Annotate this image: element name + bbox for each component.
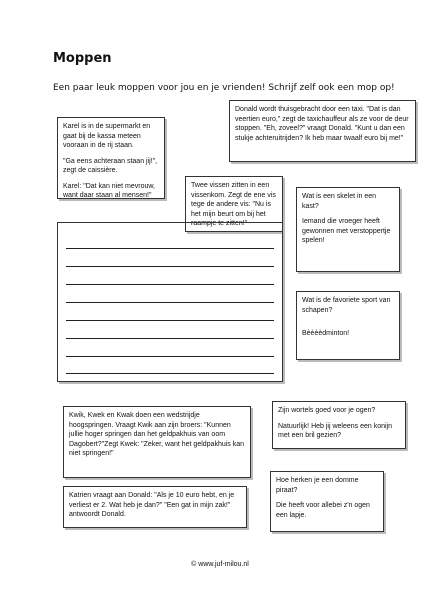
joke-skelet (296, 187, 400, 272)
writing-line[interactable] (66, 373, 274, 374)
joke-text: Karel: "Dat kan niet mevrouw, want daar staan al mensen!" (63, 182, 155, 199)
joke-piraat (270, 471, 384, 532)
joke-text: Die heeft voor allebei z'n ogen een lapje. (276, 502, 370, 519)
writing-line[interactable] (66, 338, 274, 339)
page-title: Moppen (53, 51, 112, 66)
joke-text: Donald wordt thuisgebracht door een taxi. "Dat is dan veertien euro," zegt de taxichauffeur als ze voor de deur stoppen. "Eh, zoveel?" vraagt Donald. "Kunt u dan een stukje achteruitrijden? Ik heb maar twaalf euro bij me!" (235, 106, 409, 142)
joke-text: Iemand die vroeger heeft gewonnen met verstoppertje spelen! (302, 218, 391, 244)
joke-karel (57, 117, 165, 199)
writing-line[interactable] (66, 284, 274, 285)
writing-line[interactable] (66, 302, 274, 303)
joke-text: Twee vissen zitten in een vissenkom. Zegt de ene vis tege de andere vis: "Nu is het mijn beurt om bij het raampje te zitten!" (191, 182, 276, 227)
joke-text: Natuurlijk! Heb jij weleens een konijn met een bril gezien? (278, 422, 393, 439)
joke-text: Wat is een skelet in een kast? (302, 193, 377, 210)
joke-text: Bèèèèdminton! (302, 330, 350, 337)
write-your-joke-area[interactable] (57, 222, 283, 382)
joke-kwik (63, 406, 251, 478)
joke-text: Wat is de favoriete sport van schapen? (302, 297, 391, 314)
joke-text: Katrien vraagt aan Donald: "Als je 10 euro hebt, en je verliest er 2. Wat heb je dan?" "Een gat in mijn zak!" antwoordt Donald. (69, 492, 235, 518)
joke-text: Zijn wortels goed voor je ogen? (278, 407, 376, 414)
joke-schapen (296, 291, 400, 360)
writing-line[interactable] (66, 356, 274, 357)
writing-line[interactable] (66, 266, 274, 267)
writing-line[interactable] (66, 248, 274, 249)
copyright-footer: © www.juf-milou.nl (191, 561, 249, 568)
intro-text: Een paar leuk moppen voor jou en je vrienden! Schrijf zelf ook een mop op! (53, 83, 395, 93)
joke-text: Kwik, Kwek en Kwak doen een wedstrijdje hoogspringen. Vraagt Kwik aan zijn broers: "Kunnen jullie hoger springen dan het geldpakhuis van oom Dagobert?"Zegt Kwek: "Zeker, want het geldpakhuis kan niet springen!" (69, 412, 245, 457)
joke-wortels (272, 401, 406, 449)
joke-taxi (229, 100, 416, 162)
joke-text: "Ga eens achteraan staan jij!", zegt de caissière. (63, 157, 158, 174)
writing-line[interactable] (66, 320, 274, 321)
joke-text: Hoe herken je een domme piraat? (276, 477, 359, 494)
joke-katrien (63, 486, 247, 528)
joke-text: Karel is in de supermarkt en gaat bij de kassa meteen vooraan in de rij staan. (63, 123, 151, 149)
